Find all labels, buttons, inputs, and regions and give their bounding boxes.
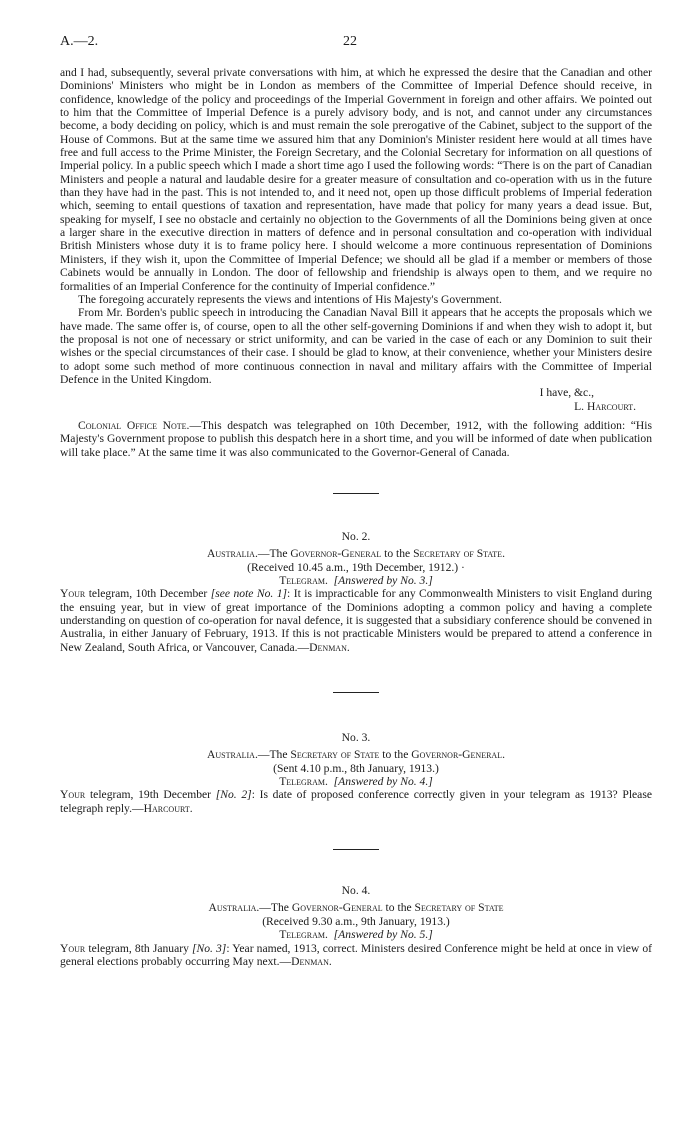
- document-no-3: [60, 731, 652, 815]
- telegram-line: Telegram. [Answered by No. 4.]: [279, 775, 433, 789]
- document-reference: A.—2.: [60, 34, 99, 49]
- despatch-paragraph-2: The foregoing accurately represents the views and intentions of His Majesty's Government.: [78, 292, 502, 306]
- document-heading: Australia.—The Secretary of State to the Governor-General.: [207, 748, 505, 762]
- telegram-text: Your telegram, 8th January [No. 3]: Year named, 1913, correct. Ministers desired Conference might be held at once in view of general elections probably occurring May next.—Denman.: [60, 941, 652, 968]
- despatch-paragraph-1: and I had, subsequently, several private conversations with him, at which he expressed the desire that the Canadian and other Dominions' Ministers who might be in London as members of the Committee of Imperial Defence should receive, in confidence, knowledge of the policy and proceedings of the Imperial Government in foreign and other affairs. We pointed out to him that the Committee of Imperial Defence is a purely advisory body, and is not, and cannot under any circumstances become, a body deciding on policy, which is and must remain the sole prerogative of the Cabinet, subject to the support of the House of Commons. But at the same time we assured him that any Dominion's Minister resident here would at all times have free and full access to the Prime Minister, the Foreign Secretary, and the Colonial Secretary for information on all questions of Imperial policy. In a public speech which I made a short time ago I used the following words: “There is on the part of Canadian Ministers and people a natural and laudable desire for a greater measure of consultation and co-operation with us in the future than they have had in the past. This is not intended to, and it need not, open up those difficult problems of Imperial federation which, seeming to entail questions of taxation and representation, have made that policy for many years a dead issue. But, speaking for myself, I see no obstacle and certainly no objection to the Governments of all the Dominions being given at once a larger share in the executive direction in matters of defence and in personal consultation and co-operation with individual British Ministers whose duty it is to frame policy here. I should welcome a more continuous representation of Dominions Ministers, if they wish it, upon the Committee of Imperial Defence; we should all be glad if a member or members of those Cabinets would be annually in London. The door of fellowship and friendship is always open to them, and we require no formalities of an Imperial Conference for the continuity of Imperial confidence.”: [60, 66, 652, 293]
- document-no-4: [60, 884, 652, 968]
- document-number: No. 4.: [341, 884, 371, 898]
- telegram-line: Telegram. [Answered by No. 5.]: [279, 928, 433, 942]
- signature: L. Harcourt.: [574, 399, 636, 413]
- closing-line: I have, &c.,: [539, 386, 594, 400]
- despatch-paragraph-3: From Mr. Borden's public speech in introducing the Canadian Naval Bill it appears that he accepts the proposals which we have made. The same offer is, of course, open to all the other self-governing Dominions if and when they wish to adopt it, but the proposal is not one of necessary or strict uniformity, and can be varied in the case of each or any Dominion to suit their wishes or the special circumstances of their case. I should be glad to know, at their convenience, whether your Ministers desire to adopt some such method of more continuous connection in naval and military affairs with the Committee of Imperial Defence in the United Kingdom.: [60, 306, 652, 386]
- sender: Denman.: [291, 954, 332, 968]
- document-no-2: [60, 530, 652, 654]
- telegram-text: Your telegram, 10th December [see note No. 1]: It is impracticable for any Commonwealth Ministers to visit England during the ensuing year, but in view of great importance of the Dominions adopting a common policy and having a complete understanding on question of co-operation for naval defence, it is suggested that a subsidiary conference should be convened in Australia, in either January of February, 1913. If this is not practicable Ministers would be prepared to attend a conference in New Zealand, South Africa, or Vancouver, Canada.—Denman.: [60, 587, 652, 654]
- document-heading: Australia.—The Governor-General to the Secretary of State.: [207, 547, 505, 561]
- margin-mark: ·: [461, 560, 465, 574]
- page-number: 22: [343, 34, 357, 49]
- sender: Denman.: [309, 640, 350, 654]
- telegram-line: Telegram. [Answered by No. 3.]: [279, 574, 433, 587]
- sender: Harcourt.: [143, 801, 193, 815]
- document-number: No. 2.: [341, 529, 371, 543]
- sent-line: (Sent 4.10 p.m., 8th January, 1913.): [273, 761, 439, 775]
- document-heading: Australia.—The Governor-General to the Secretary of State: [208, 901, 504, 915]
- page-header: [60, 34, 640, 54]
- document-number: No. 3.: [341, 731, 371, 745]
- received-line: (Received 9.30 a.m., 9th January, 1913.): [262, 914, 450, 928]
- received-line: (Received 10.45 a.m., 19th December, 1912.) ·: [247, 560, 465, 574]
- colonial-office-note: [60, 419, 652, 459]
- note-text: —This despatch was telegraphed on 10th December, 1912, with the following addition: “His Majesty's Government propose to publish this despatch here in a short time, and you will be informed of date when publication will take place.” At the same time it was also communicated to the Governor-General of Canada.: [60, 418, 652, 459]
- telegram-text: Your telegram, 19th December [No. 2]: Is date of proposed conference correctly given in your telegram as 1913? Please telegraph reply.—Harcourt.: [60, 788, 652, 815]
- note-label: Colonial Office Note.: [78, 418, 190, 432]
- page-body: [60, 66, 652, 968]
